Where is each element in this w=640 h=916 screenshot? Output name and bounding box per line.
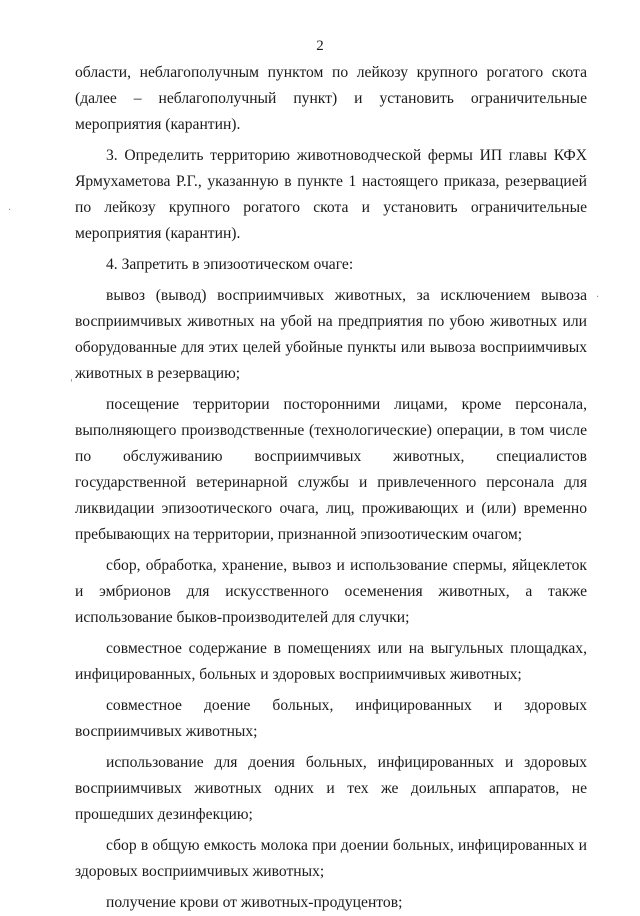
paragraph-prohibition: посещение территории посторонними лицами, кроме персонала, выполняющего производственные (технологические) операции, в том числе по обслуживанию восприимчивых животных, специалистов государственной ветеринарной службы и привлеченного персонала для ликвидации эпизоотического очага, лиц, проживающих и (или) временно пребывающих на территории, признанной эпизоотическим очагом; — [75, 396, 587, 543]
scan-speck: · — [596, 292, 600, 303]
scan-speck: · — [8, 205, 12, 216]
paragraph-prohibition: сбор, обработка, хранение, вывоз и использование спермы, яйцеклеток и эмбрионов для искусственного осеменения животных, а также использование быков-производителей для случки; — [75, 557, 587, 626]
paragraph-continuation: области, неблагополучным пунктом по лейкозу крупного рогатого скота (далее – неблагополучный пункт) и установить ограничительные мероприятия (карантин). — [75, 64, 587, 133]
paragraph-prohibition: использование для доения больных, инфицированных и здоровых восприимчивых животных одних и тех же доильных аппаратов, не прошедших дезинфекцию; — [75, 754, 587, 823]
paragraph-prohibition: совместное доение больных, инфицированных и здоровых восприимчивых животных; — [75, 697, 587, 740]
scan-speck: ' — [70, 378, 73, 389]
paragraph-prohibition: вывоз (вывод) восприимчивых животных, за исключением вывоза восприимчивых животных на убой на предприятия по убою животных или оборудованные для этих целей убойные пункты или вывоза восприимчивых животных в резервацию; — [75, 287, 587, 382]
paragraph-prohibition: получение крови от животных-продуцентов; — [106, 894, 403, 911]
page-number: 2 — [316, 38, 324, 54]
paragraph-prohibition: совместное содержание в помещениях или на выгульных площадках, инфицированных, больных и здоровых восприимчивых животных; — [75, 640, 587, 683]
document-body — [75, 60, 587, 916]
paragraph-item-3: 3. Определить территорию животноводческой фермы ИП главы КФХ Ярмухаметова Р.Г., указанную в пункте 1 настоящего приказа, резервацией по лейкозу крупного рогатого скота и установить ограничительные мероприятия (карантин). — [75, 147, 587, 242]
paragraph-item-4-heading: 4. Запретить в эпизоотическом очаге: — [106, 256, 354, 273]
paragraph-prohibition: сбор в общую емкость молока при доении больных, инфицированных и здоровых восприимчивых животных; — [75, 837, 587, 880]
